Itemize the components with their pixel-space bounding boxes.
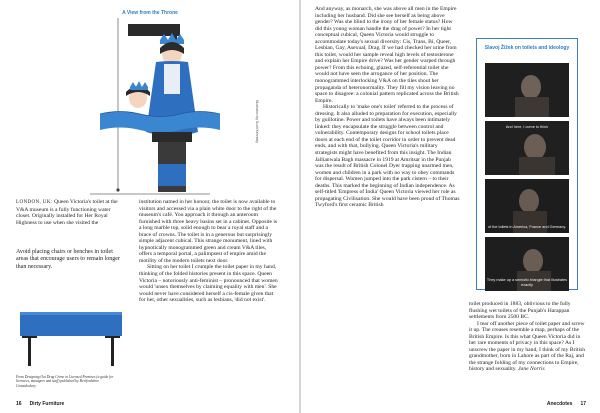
video-still-4	[485, 237, 569, 291]
bench-leg-right	[111, 336, 114, 366]
body-text: And anyway, as monarch, she was above all men in the Empire including her husband. Did she see herself as being above gender? Was she blind to the irony of her female status? How did this young woman handle the drag of power? In her tight conceptual cubical, Queen Victoria would struggle to accommodate today's sexual diversity: Cis, Trans, Bi, Queer, Lesbian, Gay, Asexual, Drag. If we had checked her urine from this toilet, would her sample reveal high levels of testosterone and explain her Empire drive? Was her gender warped through power? From this echoing, glazed, self-referential toilet she would not have seen the arrogance of her position. The monogrammed interlocking V&A on the tiles shout her propaganda of heteronormality. They fill my vision leaving no space to disagree: a colonial pattern replicated across the British Empire.	[315, 6, 459, 104]
pull-quote: Avoid placing chairs or benches in toilet areas that encourage users to remain longer than necessary.	[16, 249, 120, 270]
illustration-credit: Illustration by Scott Kennedy	[255, 100, 259, 143]
video-still-3	[485, 179, 569, 233]
still-3-subtitle: of the toilets in America, France and Germany.	[487, 224, 566, 229]
left-column-2	[139, 199, 280, 304]
zizek-still-2	[485, 121, 569, 175]
zizek-still-1	[485, 63, 569, 117]
toilet-seat	[152, 132, 192, 142]
body-text: Sitting on her toilet I crumple the toilet paper in my hand, thinking of the folded histories present in this space. Queen Victoria – notoriously anti-feminist – pronounced that women would 'unsex themselves by claiming equality with men'. She would never have considered herself a cis-female given that for her, other sexualities, such as lesbians, 'did not exist'.	[139, 264, 278, 304]
bench-caption: From Designing Out Drug Crime in Licensed Premises (a guide for licensees, managers and staff) published by Hertfordshire Constabulary.	[16, 375, 114, 388]
pedestal-panel	[158, 164, 186, 186]
still-4-subtitle: They make up a semiotic triangle that illustrates exactly	[486, 278, 568, 287]
body-text: institution named in her honour, the toilet is now available to visitors and accessed via a plain white door to the right of the museum's café. You approach it through an anteroom furnished with three heavy basins set in a cabinet. Opposite is a long marble top, solid enough to bear a royal staff and a brace of crowns. The toilet is in a generous but surprisingly simple adjacent cubical. This strange monument, lined with hypnotically monogrammed green and cream V&A tiles, offers a temporal portal, a palimpsest of empire amid the motility of the modern toilets next door.	[139, 199, 278, 264]
folio: 17	[580, 401, 586, 407]
right-footer	[547, 401, 586, 407]
video-still-1	[485, 63, 569, 117]
author-byline: Jane Norris	[518, 366, 545, 373]
folio: 16	[16, 401, 22, 407]
left-page	[0, 0, 299, 413]
queen-on-throne-illustration	[60, 14, 240, 200]
running-title: Anecdotes	[546, 401, 573, 407]
body-text: I tear off another piece of toilet paper and screw it up. The creases resemble a map, perhaps of the British Empire. Is this what Queen Victoria did in her rare moments of privacy in this space? As I unscrew the paper in my hand, I think of my British grandmother, born in Lahore as part of the Raj, and the strange folding of my connections to Empire, history and sexuality.	[469, 320, 586, 373]
bench-top	[20, 312, 122, 336]
left-footer	[16, 401, 64, 407]
dateline: LONDON, UK:	[16, 200, 53, 205]
chain-handle	[116, 188, 119, 191]
left-column-1	[16, 199, 124, 226]
right-column-2	[469, 301, 587, 373]
video-stills-panel	[476, 38, 578, 290]
consort-crown	[130, 81, 148, 90]
blue-bench-illustration	[16, 294, 126, 372]
illustration-title: A View from the Throne	[122, 10, 178, 16]
right-page	[301, 0, 600, 413]
bench-leg-left	[28, 336, 31, 366]
running-title: Dirty Furniture	[29, 401, 65, 407]
body-text: toilet produced in 1883, oblivious to the fully flushing wet toilets of the Punjab's Harappan settlements from 2500 BC.	[469, 301, 571, 321]
body-text: Queen Victoria's toilet at the V&A museum is a fully functioning water closet. Originally installed for Her Royal Highness to use when she visited the	[16, 199, 118, 226]
video-still-2	[485, 121, 569, 175]
video-title: Slavoj Žižek on toilets and ideology	[484, 45, 570, 51]
queen-bodice	[164, 64, 180, 94]
still-2-subtitle: And here, I come to think	[505, 125, 549, 129]
right-column-1	[315, 6, 461, 209]
body-text: Historically to 'make one's toilet' referred to the process of dressing. It also alluded to preparation for execution, especially by guillotine. Power and toilets have always been intimately linked: they encapsulate the struggle between control and vulnerability. Contemporary designs for school toilets place doors at each end of the toilet corridor in order to prevent dead ends, and with that, bullying. Queen Victoria's military strategists might have benefited from this insight. The Indian Jallianwala Bagh massacre in 1919 at Amritsar in the Punjab was the result of British Colonel Dyer trapping unarmed men, women and children in a park with no way to obey commands for dispersal. Women jumped into the park cistern – to their deaths. This marked the beginning of Indian independence. As self-titled 'Empress of India' Queen Victoria viewed her role as propagating Civilisation. She would have been proud of Thomas Twyford's first ceramic British	[315, 104, 460, 209]
